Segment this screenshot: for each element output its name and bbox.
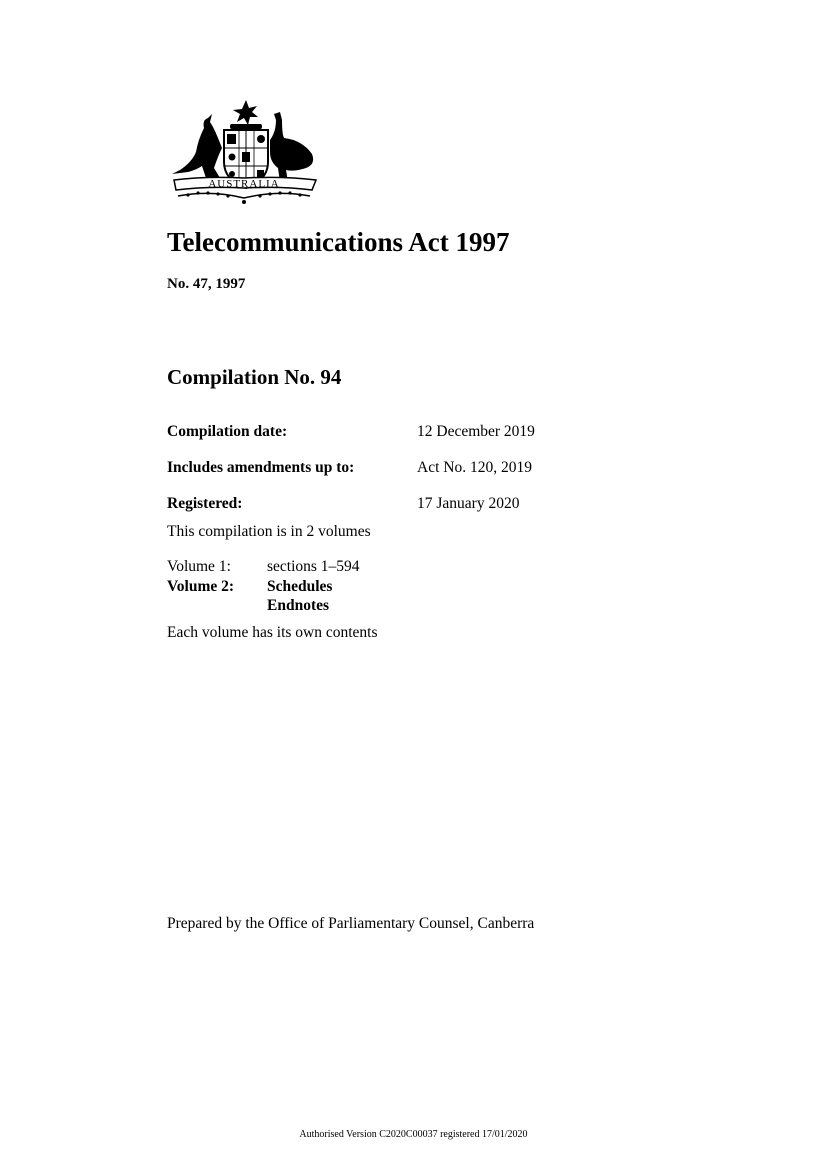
commonwealth-star-icon <box>233 100 258 125</box>
coat-of-arms-emblem <box>166 98 322 210</box>
compilation-date-value: 12 December 2019 <box>417 423 535 440</box>
amendments-label: Includes amendments up to: <box>167 459 355 476</box>
prepared-by: Prepared by the Office of Parliamentary Counsel, Canberra <box>167 915 535 932</box>
volume-2-endnotes: Endnotes <box>267 597 330 614</box>
kangaroo-icon <box>172 114 222 178</box>
emu-icon <box>270 112 313 182</box>
act-number: No. 47, 1997 <box>167 276 246 292</box>
crest-motto: AUSTRALIA <box>208 178 280 190</box>
volume-1-label: Volume 1: <box>167 558 231 575</box>
authorised-version-footer: Authorised Version C2020C00037 registered 17/01/2020 <box>299 1129 528 1140</box>
volume-2-label: Volume 2: <box>167 578 235 595</box>
volumes-note: This compilation is in 2 volumes <box>167 523 371 540</box>
volume-1-contents: sections 1–594 <box>267 558 360 575</box>
amendments-value: Act No. 120, 2019 <box>417 459 532 476</box>
registered-value: 17 January 2020 <box>417 495 520 512</box>
compilation-heading: Compilation No. 94 <box>167 365 342 389</box>
compilation-date-label: Compilation date: <box>167 423 288 440</box>
contents-note: Each volume has its own contents <box>167 624 378 641</box>
act-title: Telecommunications Act 1997 <box>167 227 510 257</box>
registered-label: Registered: <box>167 495 243 512</box>
volume-2-schedules: Schedules <box>267 578 333 595</box>
